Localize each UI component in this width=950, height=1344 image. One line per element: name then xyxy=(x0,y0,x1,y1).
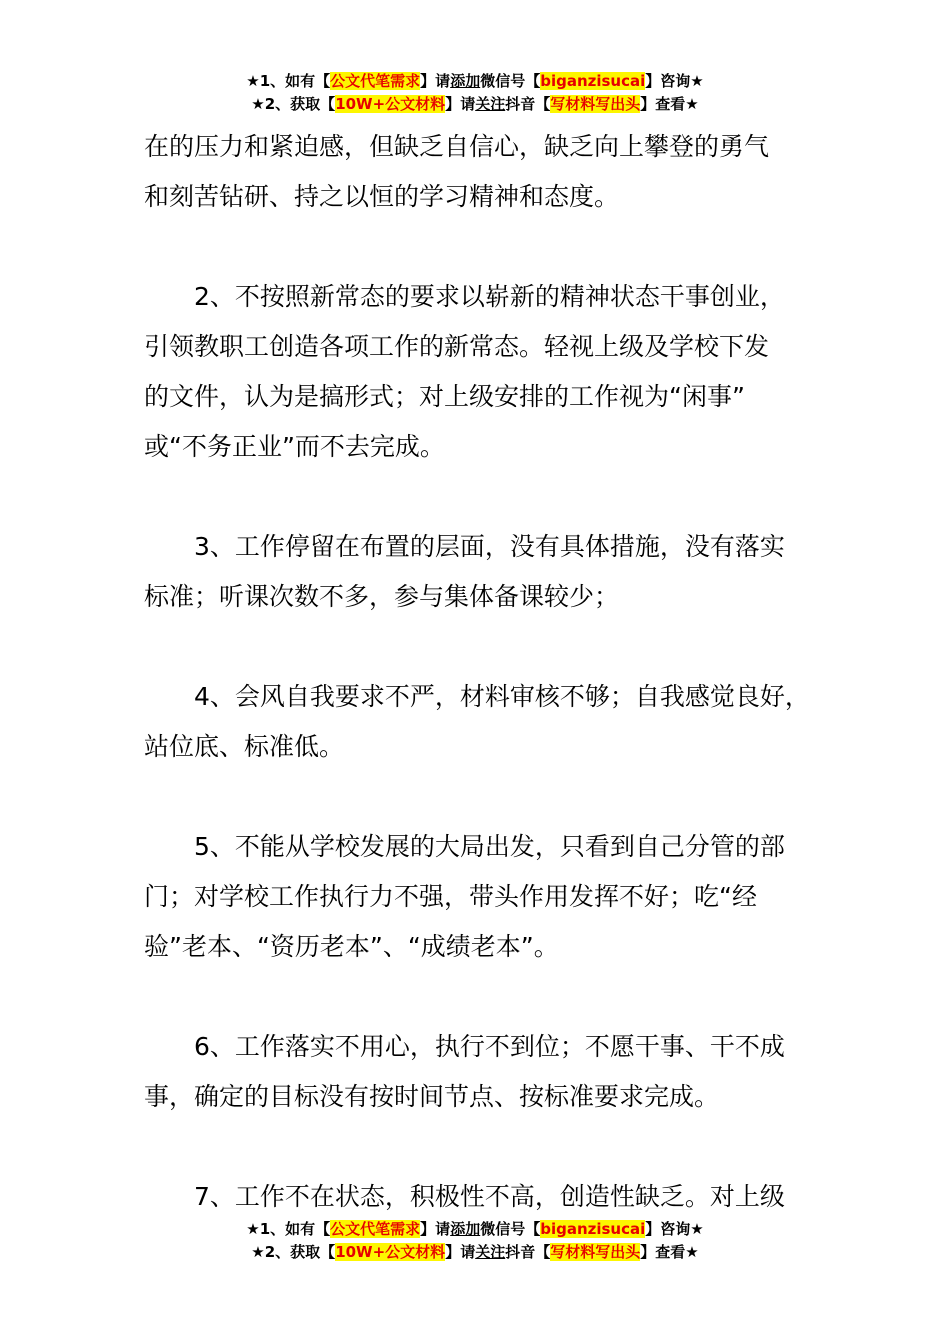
banner-text: 】查看★ xyxy=(640,1243,699,1261)
banner-text: 】请 xyxy=(445,95,476,113)
banner-text: 】查看★ xyxy=(640,95,699,113)
banner-text: 】请 xyxy=(420,72,451,90)
paragraph-gap xyxy=(144,222,834,272)
document-body xyxy=(144,122,834,1222)
banner-line-1 xyxy=(0,1218,950,1241)
banner-douyin-id: 写材料写出头 xyxy=(550,1243,641,1261)
banner-line-1 xyxy=(0,70,950,93)
text-line: 3、工作停留在布置的层面，没有具体措施，没有落实 xyxy=(194,532,785,561)
text-line: 或“不务正业”而不去完成。 xyxy=(144,432,445,461)
banner-text: 抖音【 xyxy=(505,95,551,113)
banner-highlight: 10W+公文材料 xyxy=(335,95,446,113)
text-line: 引领教职工创造各项工作的新常态。轻视上级及学校下发 xyxy=(144,332,770,361)
paragraph-gap xyxy=(144,472,834,522)
banner-underline: 添加 xyxy=(450,72,481,90)
paragraph-gap xyxy=(144,972,834,1022)
banner-line-2 xyxy=(0,93,950,116)
banner-douyin-id: 写材料写出头 xyxy=(550,95,641,113)
text-line: 4、会风自我要求不严，材料审核不够；自我感觉良好， xyxy=(194,682,810,711)
text-line: 2、不按照新常态的要求以崭新的精神状态干事创业， xyxy=(194,282,785,311)
banner-text: 微信号【 xyxy=(480,1220,541,1238)
banner-text: ★2、获取【 xyxy=(251,95,336,113)
text-line: 7、工作不在状态，积极性不高，创造性缺乏。对上级 xyxy=(194,1182,785,1211)
banner-highlight: 公文代笔需求 xyxy=(330,72,421,90)
banner-text: 】请 xyxy=(420,1220,451,1238)
banner-text: ★1、如有【 xyxy=(246,72,331,90)
banner-wechat-id: biganzisucai xyxy=(540,72,646,90)
text-line: 验”老本、“资历老本”、“成绩老本”。 xyxy=(144,932,559,961)
text-line: 站位底、标准低。 xyxy=(144,732,345,761)
text-line: 的文件，认为是搞形式；对上级安排的工作视为“闲事” xyxy=(144,382,745,411)
paragraph-lead xyxy=(144,122,834,222)
banner-text: ★1、如有【 xyxy=(246,1220,331,1238)
banner-text: ★2、获取【 xyxy=(251,1243,336,1261)
header-banner xyxy=(0,70,950,116)
banner-wechat-id: biganzisucai xyxy=(540,1220,646,1238)
banner-highlight: 10W+公文材料 xyxy=(335,1243,446,1261)
paragraph-item-5 xyxy=(144,822,834,972)
banner-text: 】咨询★ xyxy=(645,1220,704,1238)
banner-text: 抖音【 xyxy=(505,1243,551,1261)
banner-highlight: 公文代笔需求 xyxy=(330,1220,421,1238)
banner-line-2 xyxy=(0,1241,950,1264)
text-line: 和刻苦钻研、持之以恒的学习精神和态度。 xyxy=(144,182,620,211)
text-line: 6、工作落实不用心，执行不到位；不愿干事、干不成 xyxy=(194,1032,785,1061)
banner-underline: 关注 xyxy=(475,1243,506,1261)
banner-underline: 关注 xyxy=(475,95,506,113)
paragraph-gap xyxy=(144,1122,834,1172)
paragraph-item-6 xyxy=(144,1022,834,1122)
banner-text: 微信号【 xyxy=(480,72,541,90)
text-line: 在的压力和紧迫感，但缺乏自信心，缺乏向上攀登的勇气 xyxy=(144,132,770,161)
banner-underline: 添加 xyxy=(450,1220,481,1238)
paragraph-item-4 xyxy=(144,672,834,772)
text-line: 门；对学校工作执行力不强，带头作用发挥不好；吃“经 xyxy=(144,882,757,911)
footer-banner xyxy=(0,1218,950,1264)
text-line: 5、不能从学校发展的大局出发，只看到自己分管的部 xyxy=(194,832,785,861)
banner-text: 】咨询★ xyxy=(645,72,704,90)
paragraph-item-7 xyxy=(144,1172,834,1222)
paragraph-gap xyxy=(144,622,834,672)
text-line: 事，确定的目标没有按时间节点、按标准要求完成。 xyxy=(144,1082,720,1111)
paragraph-item-3 xyxy=(144,522,834,622)
paragraph-item-2 xyxy=(144,272,834,472)
banner-text: 】请 xyxy=(445,1243,476,1261)
text-line: 标准；听课次数不多，参与集体备课较少； xyxy=(144,582,620,611)
paragraph-gap xyxy=(144,772,834,822)
